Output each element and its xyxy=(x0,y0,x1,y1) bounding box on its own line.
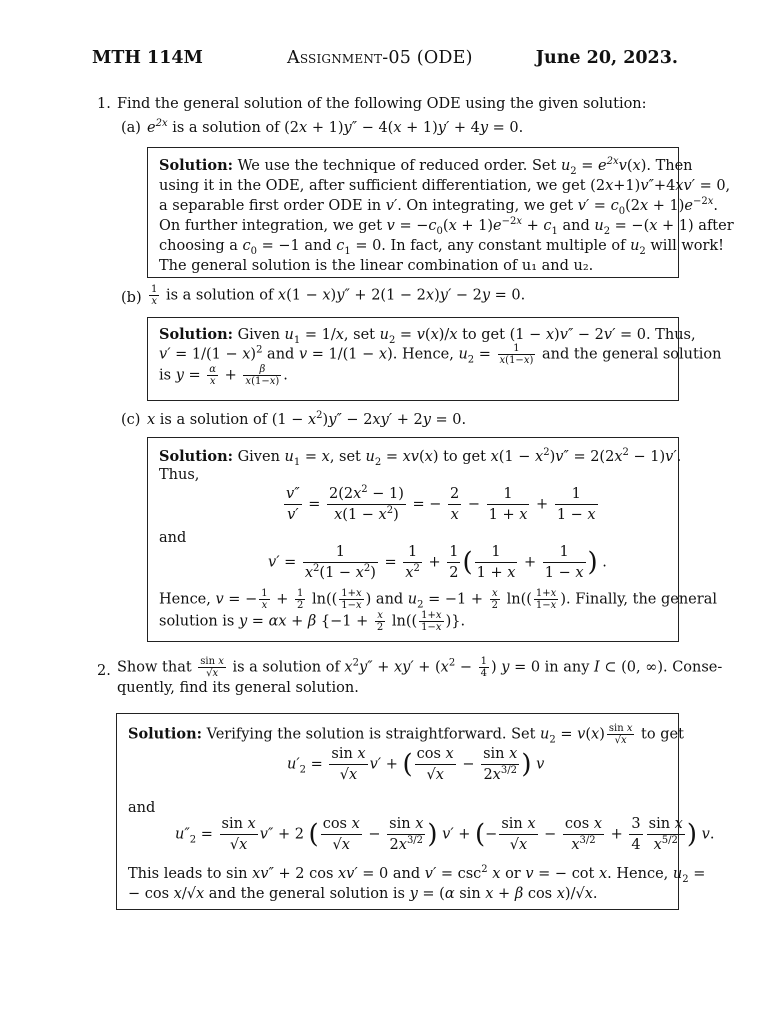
equation-c-1: $\frac{v''}{v'}$ = $\frac{2(2x^2 - 1)}{x(1 - x^2)}$ = − $\frac{2}{x}$ − $\frac{1}{1 + x}$ + $\frac{1}{1 - x}$ xyxy=(286,484,596,523)
part-c-label: (c) xyxy=(121,412,141,428)
solution-label: Solution: xyxy=(128,725,202,743)
question-2-number: 2. xyxy=(97,663,111,679)
part-b-statement: $\frac{1}{x}$ is a solution of x(1 − x)y″ + 2(1 − 2x)y′ − 2y = 0. xyxy=(151,284,526,307)
question-1-prompt: Find the general solution of the following ODE using the given solution: xyxy=(117,96,647,112)
solution-label: Solution: xyxy=(159,448,233,465)
solution-2-and: and xyxy=(128,800,156,816)
solution-a-last-line: The general solution is the linear combination of u₁ and u₂. xyxy=(159,258,594,274)
equation-2-1: $u'_2$ = $\frac{\text{sin x}}{√x}$ v′ + ( $\frac{\text{cos x}}{√x}$ − $\frac{\text{sin x}}{2x^{3/2}}$ ) v xyxy=(287,746,545,783)
solution-box-b: Solution: Given $u_1 = 1/x$, set $u_2 = v(x)/x$ to get (1 − x)v″ − 2v′ = 0. Thus, $v' = 1/(1 - x)^2$ and v = 1/(1 − x). Hence, $u_2$ = $\frac{1}{x(1-x)}$ and the general solution is y = $\frac{\alpha}{x}$ + $\frac{\beta}{x(1-x)}$ . xyxy=(147,317,679,401)
solution-box-a: Solution: We use the technique of reduced order. Set $u_2 = e^{2x}v(x)$. Then using it in the ODE, after sufficient differentiation, we get (2x+1)v″+4xv′ = 0, a separable first order ODE in v′. On integrating, we get $v' = c_0(2x + 1)e^{-2x}$. On further integration, we get $v = -c_0(x + 1)e^{-2x} + c_1$ and $u_2 = -(x + 1)$ after choosing a $c_0 = -1$ and $c_1 = 0$. In fact, any constant multiple of $u_2$ will work! The general solution is the linear combination of u₁ and u₂. xyxy=(147,147,679,278)
question-2-statement: Show that $\frac{\text{sin x}}{√x}$ is a solution of $x^2y'' + xy' + (x^2$ − $\frac{1}{4}$ ) y = 0 in any I ⊂ (0, ∞). Conse- xyxy=(117,656,723,679)
equation-2-2: $u''_2$ = $\frac{\text{sin x}}{√x}$ v″ + 2 ( $\frac{\text{cos x}}{√x}$ − $\frac{\text{sin x}}{2x^{3/2}}$ ) v′ + (− $\frac{\text{sin x}}{√x}$ − $\frac{\text{cos x}}{x^{3/2}}$ + $\frac{3}{4}$ $\frac{\text{sin x}}{x^{5/2}}$ ) v. xyxy=(175,816,715,853)
solution-c-and: and xyxy=(159,530,187,546)
course-code: MTH 114M xyxy=(92,48,203,68)
solution-label: Solution: xyxy=(159,326,233,343)
part-c-statement: x is a solution of $(1 - x^2)y'' - 2xy' + 2y = 0$. xyxy=(147,410,467,428)
page-header xyxy=(92,48,678,72)
part-b-label: (b) xyxy=(121,290,142,306)
equation-c-2: v′ = $\frac{1}{x^2(1 - x^2)}$ = $\frac{1}{x^2}$ + $\frac{1}{2}$ ( $\frac{1}{1 + x}$ + $\frac{1}{1 - x}$ ) . xyxy=(268,544,607,581)
solution-label: Solution: xyxy=(159,157,233,174)
solution-box-c: Solution: Given $u_1 = x$, set $u_2 = xv(x)$ to get $x(1 - x^2)v'' = 2(2x^2 - 1)v'$. Thus, $\frac{v''}{v'}$ = $\frac{2(2x^2 - 1)}{x(1 - x^2)}$ = − $\frac{2}{x}$ − $\frac{1}{1 + x}$ + $\frac{1}{1 - x}$ and v′ = $\frac{1}{x^2(1 - x^2)}$ = $\frac{1}{x^2}$ + $\frac{1}{2}$ ( $\frac{1}{1 + x}$ + $\frac{1}{1 - x}$ ) . Hence, v = − $\frac{1}{x}$ + $\frac{1}{2}$ ln(( $\frac{1+x}{1-x}$ ) and $u_2 = -1$ + $\frac{x}{2}$ ln(( $\frac{1+x}{1-x}$ ). Finally, the general solution is y = αx + β {−1 + $\frac{x}{2}$ ln(( $\frac{1+x}{1-x}$ )}. xyxy=(147,437,679,642)
assignment-date: June 20, 2023. xyxy=(535,48,678,68)
question-2-continuation: quently, find its general solution. xyxy=(117,680,359,696)
question-1-number: 1. xyxy=(97,96,111,112)
solution-box-2: Solution: Verifying the solution is straightforward. Set $u_2 = v(x)$ $\frac{\text{sin x}}{√x}$ to get $u'_2$ = $\frac{\text{sin x}}{√x}$ v′ + ( $\frac{\text{cos x}}{√x}$ − $\frac{\text{sin x}}{2x^{3/2}}$ ) v and $u''_2$ = $\frac{\text{sin x}}{√x}$ v″ + 2 ( $\frac{\text{cos x}}{√x}$ − $\frac{\text{sin x}}{2x^{3/2}}$ ) v′ + (− $\frac{\text{sin x}}{√x}$ − $\frac{\text{cos x}}{x^{3/2}}$ + $\frac{3}{4}$ $\frac{\text{sin x}}{x^{5/2}}$ ) v. This leads to sin xv″ + 2 cos xv′ = 0 and $v' = \csc^2 x$ or v = − cot x. Hence, $u_2$ = − cos x/√x and the general solution is y = (α sin x + β cos x)/√x. xyxy=(116,713,679,910)
solution-c-thus: Thus, xyxy=(159,467,200,483)
assignment-title: Assignment-05 (ODE) xyxy=(287,48,473,68)
part-a-label: (a) xyxy=(121,120,141,136)
part-a-statement: $e^{2x}$ is a solution of (2x + 1)y″ − 4(x + 1)y′ + 4y = 0. xyxy=(147,118,524,136)
